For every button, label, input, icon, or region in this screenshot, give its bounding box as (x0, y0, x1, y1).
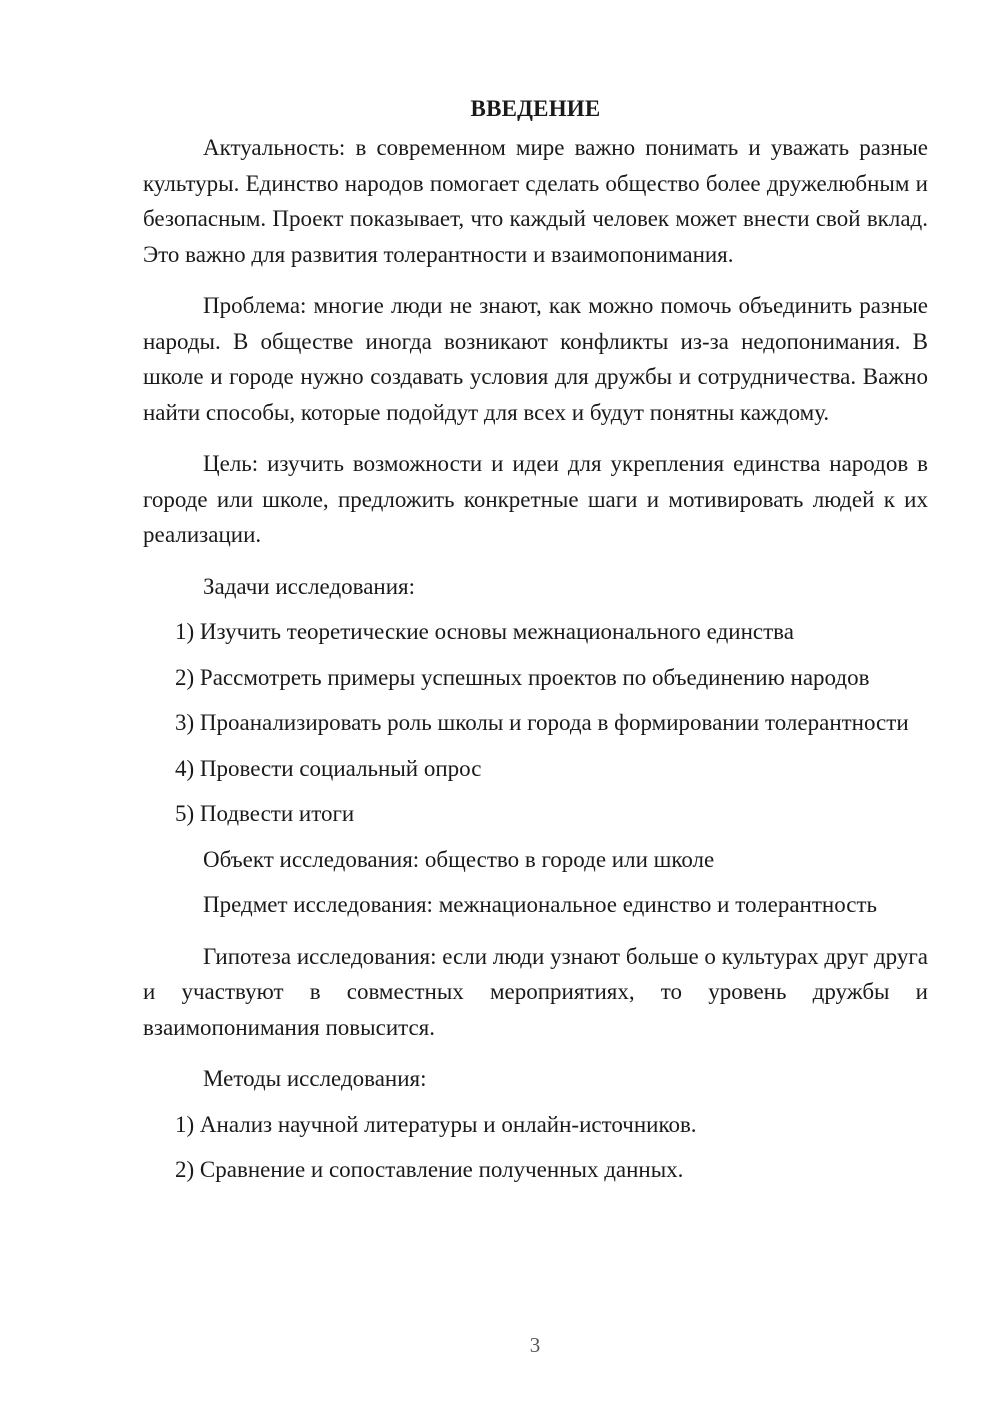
method-item: 1) Анализ научной литературы и онлайн-источников. (175, 1111, 697, 1137)
task-item: 1) Изучить теоретические основы межнационального единства (175, 619, 794, 644)
task-item: 2) Рассмотреть примеры успешных проектов по объединению народов (175, 664, 870, 690)
methods-heading: Методы исследования: (203, 1066, 427, 1091)
task-item: 4) Провести социальный опрос (175, 755, 482, 781)
section-title: ВВЕДЕНИЕ (470, 96, 601, 121)
hypothesis-paragraph: Гипотеза исследования: если люди узнают больше о культурах друг друга и участвуют в совместных мероприятиях, то уровень дружбы и взаимопонимания повысится. (143, 943, 928, 1040)
problem-paragraph: Проблема: многие люди не знают, как можно помочь объединить разные народы. В обществе иногда возникают конфликты из-за недопонимания. В школе и городе нужно создавать условия для дружбы и сотрудничества. Важно найти способы, которые подойдут для всех и будут понятны каждому. (143, 293, 928, 425)
task-item: 3) Проанализировать роль школы и города в формировании толерантности (175, 710, 909, 735)
task-item: 5) Подвести итоги (175, 801, 355, 826)
page-content (143, 92, 928, 1198)
relevance-paragraph: Актуальность: в современном мире важно понимать и уважать разные культуры. Единство народов помогает сделать общество более дружелюбным и безопасным. Проект показывает, что каждый человек может внести свой вклад. Это важно для развития толерантности и взаимопонимания. (143, 135, 928, 267)
goal-paragraph: Цель: изучить возможности и идеи для укрепления единства народов в городе или школе, предложить конкретные шаги и мотивировать людей к их реализации. (143, 451, 928, 547)
method-item: 2) Сравнение и сопоставление полученных данных. (175, 1157, 684, 1182)
tasks-heading: Задачи исследования: (203, 573, 416, 599)
object-line: Объект исследования: общество в городе или школе (203, 846, 715, 872)
subject-paragraph: Предмет исследования: межнациональное единство и толерантность (203, 892, 878, 917)
page-number: 3 (529, 1333, 541, 1357)
